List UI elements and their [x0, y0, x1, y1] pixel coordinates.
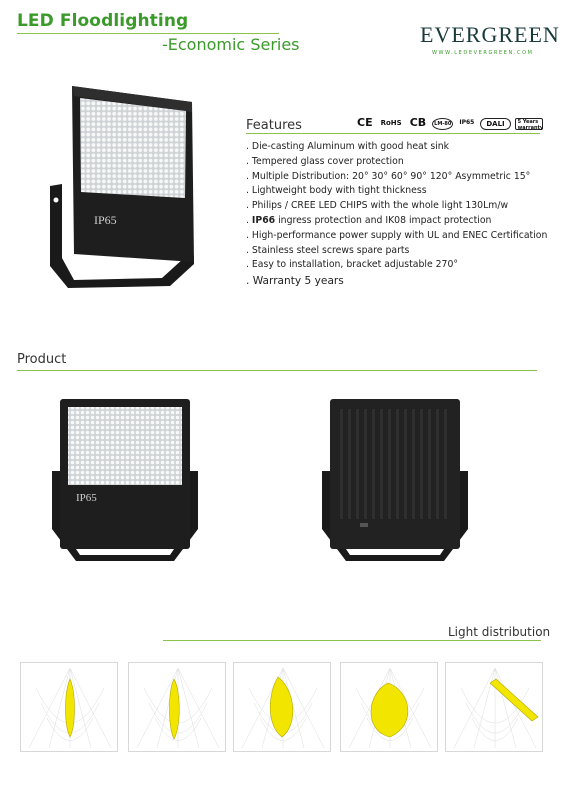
light-distribution-heading: Light distribution — [448, 625, 551, 639]
page-subtitle: -Economic Series — [162, 35, 300, 54]
feature-item: . IP66 ingress protection and IK08 impact protection — [246, 214, 492, 226]
feature-list — [246, 140, 546, 289]
title-divider — [17, 33, 279, 34]
ip65-icon: IP65 — [459, 119, 475, 126]
brand-url: WWW.LEDEVERGREEN.COM — [432, 50, 534, 56]
page-title: LED Floodlighting — [17, 11, 189, 31]
ip66-text: ingress protection and IK08 impact protection — [275, 214, 492, 226]
brand-name: EVERGREEN — [420, 22, 560, 47]
features-divider — [246, 133, 540, 134]
feature-item: . Stainless steel screws spare parts — [246, 244, 410, 256]
feature-item: . Multiple Distribution: 20° 30° 60° 90° 120° Asymmetric 15° — [246, 170, 531, 182]
hero-floodlight-image — [44, 80, 204, 290]
distribution-chart-4 — [340, 662, 438, 752]
feature-item: . Lightweight body with tight thickness — [246, 185, 427, 197]
rohs-icon: RoHS — [380, 119, 402, 127]
ce-mark-icon: CE — [357, 116, 373, 129]
product-heading: Product — [17, 352, 67, 367]
distribution-chart-3 — [233, 662, 331, 752]
feature-item: . Easy to installation, bracket adjustable 270° — [246, 259, 459, 271]
product-divider — [17, 370, 537, 371]
distribution-chart-1 — [20, 662, 118, 752]
distribution-chart-5 — [445, 662, 543, 752]
hero-ip-label: IP65 — [94, 213, 117, 227]
front-ip-label: IP65 — [76, 492, 97, 504]
certification-badges — [355, 118, 543, 130]
dali-icon: DALI — [480, 118, 510, 130]
floodlight-hero-svg — [44, 80, 204, 290]
brand-logo — [420, 22, 560, 48]
feature-item: . Tempered glass cover protection — [246, 155, 404, 167]
feature-item: . Warranty 5 years — [246, 275, 344, 288]
floodlight-front-svg — [50, 395, 200, 565]
cb-mark-icon: CB — [409, 116, 427, 129]
feature-item: . Philips / CREE LED CHIPS with the whole light 130Lm/w — [246, 200, 509, 212]
floodlight-back-svg — [320, 395, 470, 565]
lm80-icon: LM-80 — [432, 118, 453, 130]
product-back-image — [320, 395, 470, 565]
light-distribution-divider — [163, 640, 541, 641]
feature-item: . High-performance power supply with UL and ENEC Certification — [246, 229, 548, 241]
features-heading: Features — [246, 118, 302, 133]
distribution-chart-2 — [128, 662, 226, 752]
product-front-image — [50, 395, 200, 565]
warranty-icon: 5 Years warranty — [515, 118, 543, 130]
ip66-highlight: IP66 — [251, 214, 276, 226]
feature-item: . Die-casting Aluminum with good heat sink — [246, 141, 450, 152]
